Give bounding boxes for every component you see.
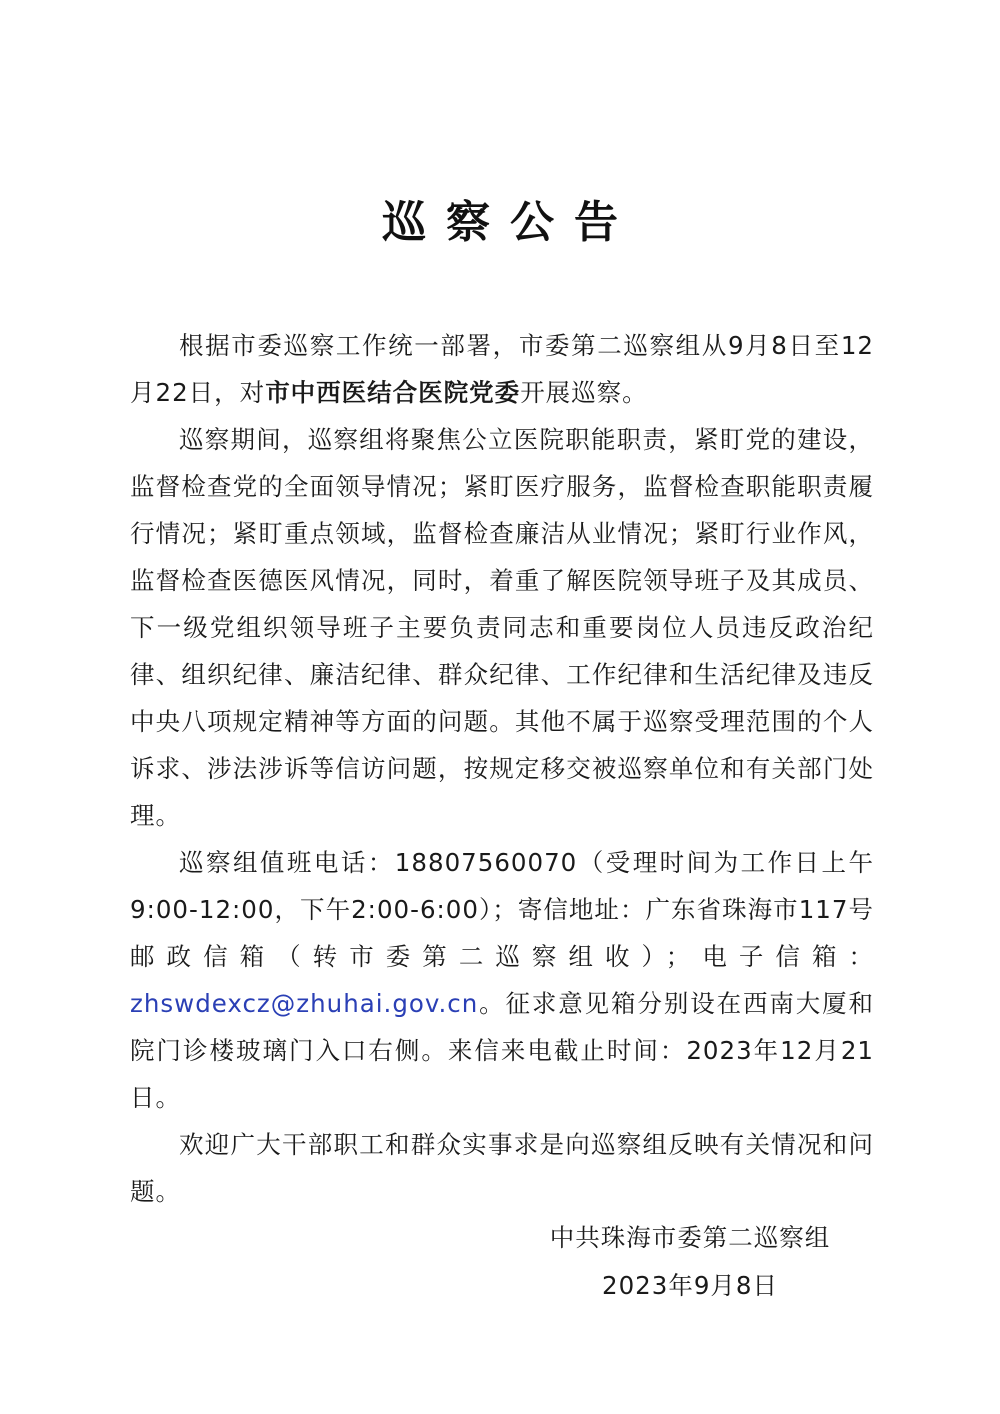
paragraph-text: 根据市委巡察工作统一部署，市委第二巡察组从9月8日至12月22日，对 bbox=[130, 331, 874, 407]
announcement-body bbox=[130, 322, 874, 1215]
paragraph-text: 巡察组值班电话：18807560070（受理时间为工作日上午9:00-12:00，下午2:00-6:00）；寄信地址：广东省珠海市117号邮政信箱（转市委第二巡察组收）；电子信箱： bbox=[130, 848, 874, 971]
paragraph-inspection-focus: 巡察期间，巡察组将聚焦公立医院职能职责，紧盯党的建设，监督检查党的全面领导情况；紧盯医疗服务，监督检查职能职责履行情况；紧盯重点领域，监督检查廉洁从业情况；紧盯行业作风，监督检查医德医风情况，同时，着重了解医院领导班子及其成员、下一级党组织领导班子主要负责同志和重要岗位人员违反政治纪律、组织纪律、廉洁纪律、群众纪律、工作纪律和生活纪律及违反中央八项规定精神等方面的问题。其他不属于巡察受理范围的个人诉求、涉法涉诉等信访问题，按规定移交被巡察单位和有关部门处理。 bbox=[130, 425, 874, 830]
paragraph-contact-info bbox=[130, 839, 874, 1121]
inspected-unit: 市中西医结合医院党委 bbox=[265, 378, 521, 407]
paragraph-text: 开展巡察。 bbox=[520, 378, 648, 407]
paragraph-inspection-scope bbox=[130, 322, 874, 416]
page-title: 巡察公告 bbox=[382, 197, 638, 248]
signature-date: 2023年9月8日 bbox=[601, 1271, 779, 1300]
email-link[interactable]: zhswdexcz@zhuhai.gov.cn bbox=[130, 989, 479, 1018]
paragraph-welcome: 欢迎广大干部职工和群众实事求是向巡察组反映有关情况和问题。 bbox=[130, 1130, 874, 1206]
paragraph-text: 。征求意见箱分别设在西南大厦和院门诊楼玻璃门入口右侧。来信来电截止时间：2023年12月21日。 bbox=[130, 989, 874, 1112]
signature-organization: 中共珠海市委第二巡察组 bbox=[549, 1223, 831, 1252]
